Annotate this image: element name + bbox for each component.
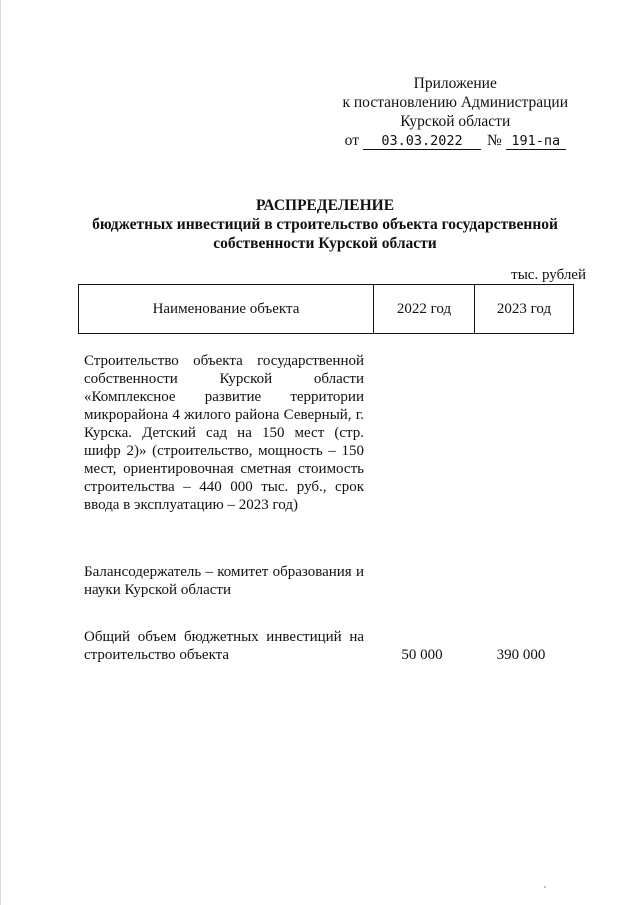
value-2023: 390 000 [496, 647, 546, 663]
from-label: от [344, 132, 359, 149]
header-object-name: Наименование объекта [79, 285, 374, 333]
scan-speck [544, 886, 546, 888]
title-heading: РАСПРЕДЕЛЕНИЕ [255, 197, 395, 214]
appendix-region: Курской области [400, 113, 511, 130]
header-year-2023: 2023 год [496, 300, 552, 317]
units-label: тыс. рублей [511, 267, 586, 283]
registration-line [342, 131, 568, 150]
document-title [80, 196, 570, 253]
decree-date: 03.03.2022 [363, 133, 481, 150]
title-subheading-1: бюджетных инвестиций в строительство объекта государственной [92, 216, 558, 233]
title-subheading-2: собственности Курской области [213, 235, 437, 252]
scan-edge [0, 0, 1, 905]
number-label: № [487, 132, 502, 149]
appendix-title: Приложение [413, 75, 497, 92]
total-investment-label: Общий объем бюджетных инвестиций на строительство объекта [84, 629, 364, 663]
value-2022: 50 000 [401, 647, 443, 663]
header-year-2022: 2022 год [374, 285, 475, 333]
decree-number: 191-па [506, 133, 566, 150]
table-header [78, 284, 574, 334]
appendix-reference: к постановлению Администрации [342, 94, 568, 111]
appendix-block [342, 74, 568, 150]
object-description: Строительство объекта государственной собственности Курской области «Комплексное развитие территории микрорайона 4 жилого района Северный, г. Курска. Детский сад на 150 мест (стр. шифр 2)» (строительство, мощность – 150 мест, ориентировочная сметная стоимость строительства – 440 000 тыс. руб., срок ввода в эксплуатацию – 2023 год) [84, 353, 364, 513]
balance-holder: Балансодержатель – комитет образования и науки Курской области [84, 564, 364, 598]
